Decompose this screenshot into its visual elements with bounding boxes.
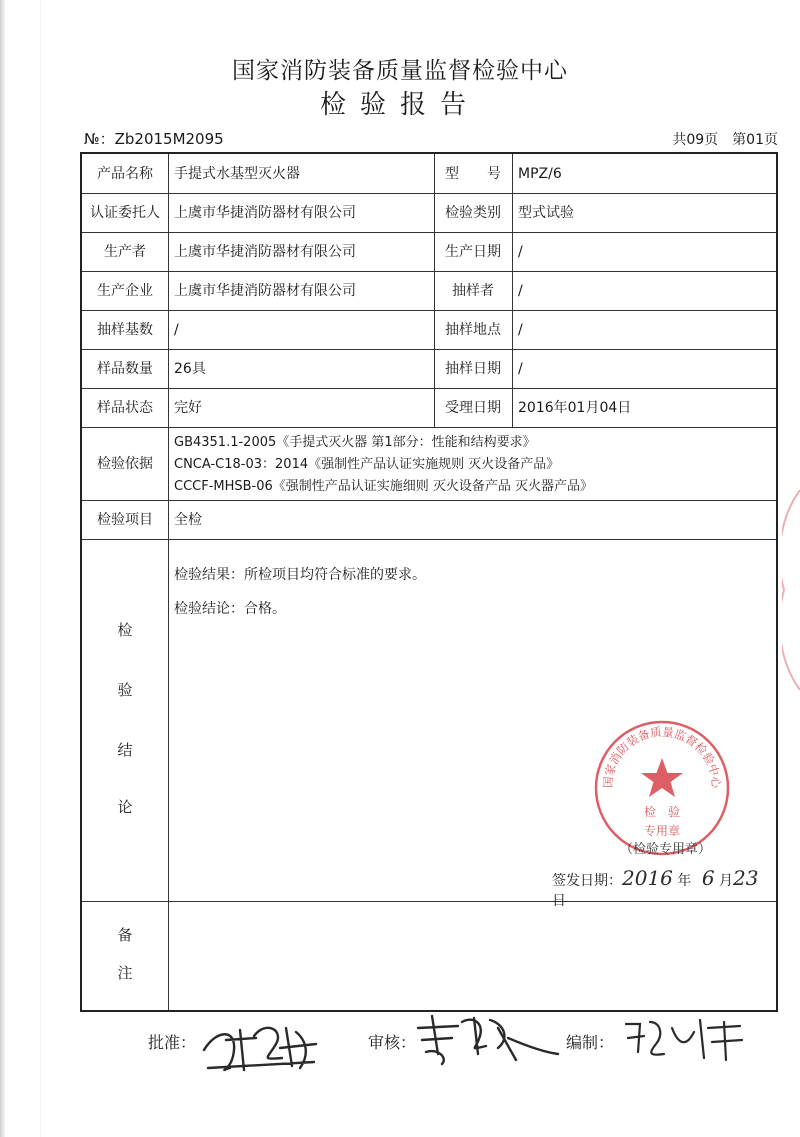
mid-column-divider <box>512 154 513 427</box>
issue-year-unit: 年 <box>677 873 692 889</box>
acceptance-date-value: 2016年01月04日 <box>518 400 632 416</box>
approve-signature <box>196 1010 326 1080</box>
basis-line: CCCF-MHSB-06《强制性产品认证实施细则 灭火设备产品 灭火器产品》 <box>174 479 594 494</box>
conclusion-label-char: 检 <box>117 621 133 639</box>
model-label: 型 号 <box>445 166 501 182</box>
manufacturer-value: 上虞市华捷消防器材有限公司 <box>174 283 356 299</box>
issue-day-unit: 日 <box>552 893 566 909</box>
producer-label: 生产者 <box>104 244 146 260</box>
manufacturer-label: 生产企业 <box>97 283 153 299</box>
product-name-value: 手提式水基型灭火器 <box>174 166 300 182</box>
seal-center-bottom: 专用章 <box>643 824 681 838</box>
sample-status-value: 完好 <box>174 400 202 416</box>
conclusion-label-char: 结 <box>117 741 133 759</box>
row-divider <box>82 539 776 540</box>
sample-quantity-value: 26具 <box>174 361 206 377</box>
seal-text: 国家消防装备质量监督检验中心 <box>600 724 724 789</box>
organization-name: 国家消防装备质量监督检验中心 <box>232 58 568 84</box>
sampling-location-value: / <box>518 322 523 338</box>
issue-month: 6 <box>701 866 715 890</box>
issue-month-unit: 月 <box>719 873 733 889</box>
page-number: 第01页 <box>732 132 778 148</box>
row-divider <box>82 232 776 233</box>
partial-edge-seal <box>782 490 800 690</box>
sampling-date-value: / <box>518 361 523 377</box>
client-value: 上虞市华捷消防器材有限公司 <box>174 205 356 221</box>
product-name-label: 产品名称 <box>97 166 153 182</box>
scan-edge <box>0 0 6 1137</box>
conclusion-label-char: 论 <box>117 798 133 816</box>
row-divider <box>82 427 776 428</box>
row-divider <box>82 500 776 501</box>
row-divider <box>82 271 776 272</box>
remarks-label-char: 备 <box>117 926 133 944</box>
report-form <box>80 152 778 1012</box>
issue-day: 23 <box>733 866 759 890</box>
row-divider <box>82 388 776 389</box>
inspection-verdict: 检验结论：合格。 <box>174 601 286 617</box>
acceptance-date-label: 受理日期 <box>445 400 501 416</box>
remarks-label-char: 注 <box>117 964 133 982</box>
inspection-result: 检验结果：所检项目均符合标准的要求。 <box>174 567 426 583</box>
prepare-label: 编制： <box>566 1033 615 1052</box>
seal-center-top: 检 验 <box>643 805 681 819</box>
page-info <box>658 129 778 149</box>
basis-label: 检验依据 <box>97 456 153 472</box>
inspection-type-value: 型式试验 <box>518 205 574 221</box>
basis-line: CNCA-C18-03：2014《强制性产品认证实施规则 灭火设备产品》 <box>174 457 560 472</box>
review-signature <box>412 1008 562 1068</box>
document-title: 检验报告 <box>319 90 480 120</box>
issue-year: 2016 <box>622 866 673 890</box>
prepare-signature <box>620 1014 770 1064</box>
sampling-base-label: 抽样基数 <box>97 322 153 338</box>
producer-value: 上虞市华捷消防器材有限公司 <box>174 244 356 260</box>
stamp-caption: （检验专用章） <box>620 842 712 857</box>
label-column-divider <box>168 154 169 1010</box>
production-date-value: / <box>518 244 523 260</box>
items-value: 全检 <box>174 512 202 528</box>
client-label: 认证委托人 <box>90 205 160 221</box>
row-divider <box>82 349 776 350</box>
official-seal <box>592 718 732 858</box>
row-divider <box>82 193 776 194</box>
review-label: 审核： <box>368 1033 417 1052</box>
sampler-value: / <box>518 283 523 299</box>
seal-star-icon <box>641 758 683 797</box>
sampler-label: 抽样者 <box>452 283 494 299</box>
issue-date-label: 签发日期： <box>552 873 622 889</box>
items-label: 检验项目 <box>97 512 153 528</box>
issue-date <box>552 866 776 910</box>
sampling-date-label: 抽样日期 <box>445 361 501 377</box>
conclusion-label-char: 验 <box>117 681 133 699</box>
basis-line: GB4351.1-2005《手提式灭火器 第1部分：性能和结构要求》 <box>174 435 536 450</box>
inspection-type-label: 检验类别 <box>445 205 501 221</box>
row-divider <box>82 310 776 311</box>
sample-status-label: 样品状态 <box>97 400 153 416</box>
total-pages: 共09页 <box>672 132 719 148</box>
sample-quantity-label: 样品数量 <box>97 361 153 377</box>
production-date-label: 生产日期 <box>445 244 501 260</box>
paper-fold <box>40 0 41 1137</box>
sampling-location-label: 抽样地点 <box>445 322 501 338</box>
model-value: MPZ/6 <box>518 166 562 182</box>
report-number: №：Zb2015M2095 <box>84 130 224 148</box>
approve-label: 批准： <box>148 1033 197 1052</box>
sampling-base-value: / <box>174 322 179 338</box>
